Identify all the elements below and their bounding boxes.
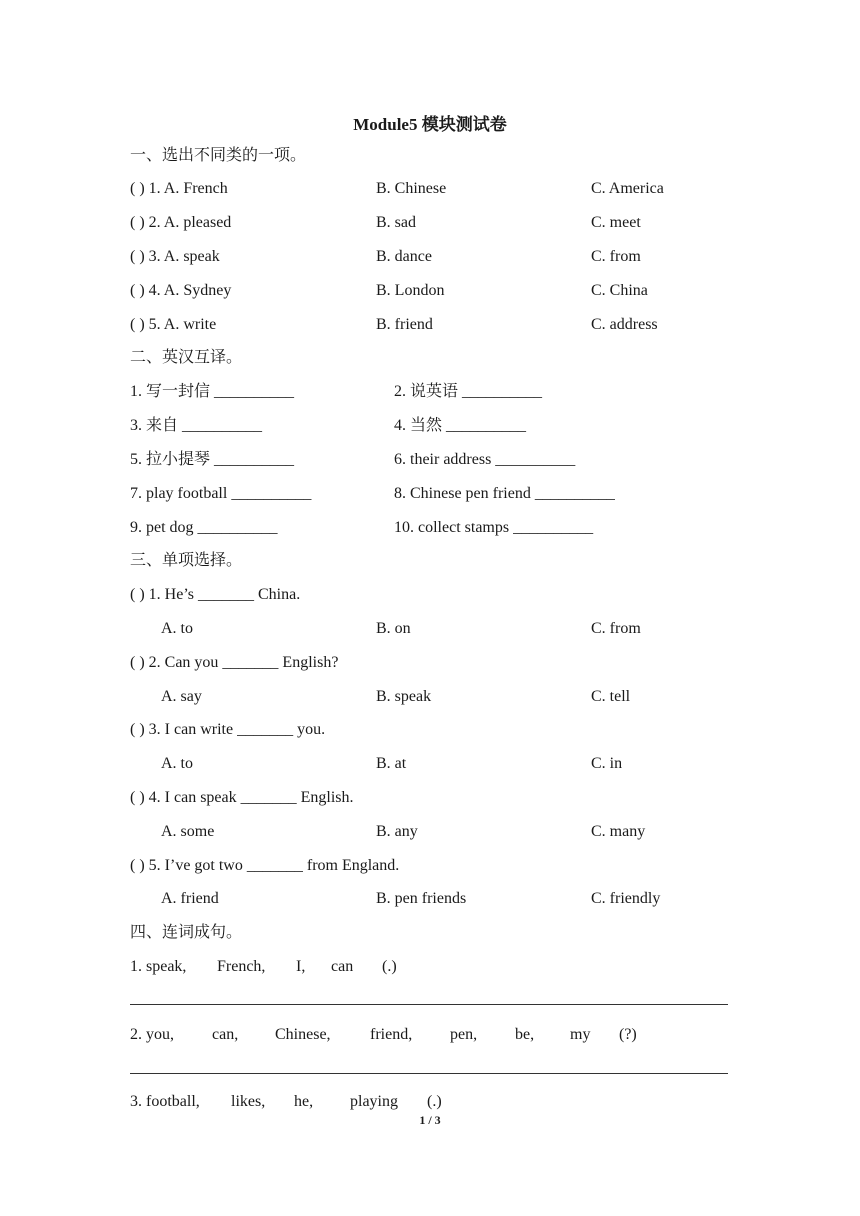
option-c: C. from [591, 620, 641, 637]
scrambled-word: 2. you, [130, 1026, 174, 1043]
scrambled-word: can, [212, 1026, 239, 1043]
section1-heading: 一、选出不同类的一项。 [130, 147, 307, 164]
mc-question: ( ) 1. He’s _______ China. [130, 586, 301, 603]
mc-question: ( ) 5. I’ve got two _______ from England. [130, 857, 400, 874]
scrambled-word: (.) [427, 1093, 442, 1110]
word-order-item [130, 1024, 730, 1046]
scrambled-word: can [331, 958, 354, 975]
scrambled-word: (?) [619, 1026, 637, 1043]
option-b: B. dance [376, 248, 432, 265]
answer-line [130, 1004, 728, 1005]
translate-item: 6. their address __________ [394, 451, 576, 468]
word-order-item [130, 956, 730, 978]
scrambled-word: friend, [370, 1026, 413, 1043]
mc-question: ( ) 4. I can speak _______ English. [130, 789, 354, 806]
translate-item: 10. collect stamps __________ [394, 519, 594, 536]
option-b: B. Chinese [376, 180, 447, 197]
option-c: C. address [591, 316, 658, 333]
section2-heading: 二、英汉互译。 [130, 349, 243, 366]
answer-line [130, 1073, 728, 1074]
translate-item: 3. 来自 __________ [130, 417, 263, 434]
option-b: B. speak [376, 688, 432, 705]
option-c: C. from [591, 248, 641, 265]
translate-item: 9. pet dog __________ [130, 519, 278, 536]
scrambled-word: I, [296, 958, 306, 975]
option-b: B. at [376, 755, 407, 772]
mc-question: ( ) 3. I can write _______ you. [130, 721, 326, 738]
section4-heading: 四、连词成句。 [130, 924, 243, 941]
scrambled-word: he, [294, 1093, 314, 1110]
question-stem: ( ) 5. A. write [130, 316, 217, 333]
option-c: C. tell [591, 688, 631, 705]
scrambled-word: (.) [382, 958, 397, 975]
translate-item: 7. play football __________ [130, 485, 312, 502]
option-a: A. friend [161, 890, 219, 907]
translate-item: 4. 当然 __________ [394, 417, 527, 434]
option-a: A. to [161, 620, 193, 637]
scrambled-word: my [570, 1026, 591, 1043]
translate-item: 8. Chinese pen friend __________ [394, 485, 615, 502]
question-stem: ( ) 2. A. pleased [130, 214, 232, 231]
option-b: B. on [376, 620, 411, 637]
question-stem: ( ) 3. A. speak [130, 248, 220, 265]
option-c: C. in [591, 755, 623, 772]
option-c: C. friendly [591, 890, 661, 907]
option-a: A. to [161, 755, 193, 772]
page-number: 1 / 3 [419, 1113, 441, 1127]
mc-question: ( ) 2. Can you _______ English? [130, 654, 339, 671]
word-order-item [130, 1091, 730, 1113]
translate-item: 1. 写一封信 __________ [130, 383, 295, 400]
option-b: B. London [376, 282, 445, 299]
translate-item: 2. 说英语 __________ [394, 383, 543, 400]
scrambled-word: likes, [231, 1093, 266, 1110]
option-a: A. some [161, 823, 215, 840]
option-a: A. say [161, 688, 202, 705]
section3-heading: 三、单项选择。 [130, 552, 243, 569]
question-stem: ( ) 4. A. Sydney [130, 282, 232, 299]
page-title: Module5 模块测试卷 [353, 115, 507, 134]
option-c: C. China [591, 282, 648, 299]
option-c: C. America [591, 180, 664, 197]
option-b: B. friend [376, 316, 433, 333]
question-stem: ( ) 1. A. French [130, 180, 228, 197]
scrambled-word: be, [515, 1026, 535, 1043]
option-b: B. pen friends [376, 890, 467, 907]
option-c: C. meet [591, 214, 641, 231]
translate-item: 5. 拉小提琴 __________ [130, 451, 295, 468]
option-b: B. sad [376, 214, 416, 231]
scrambled-word: French, [217, 958, 266, 975]
option-c: C. many [591, 823, 646, 840]
scrambled-word: 3. football, [130, 1093, 200, 1110]
scrambled-word: pen, [450, 1026, 478, 1043]
scrambled-word: 1. speak, [130, 958, 187, 975]
scrambled-word: Chinese, [275, 1026, 331, 1043]
scrambled-word: playing [350, 1093, 398, 1110]
option-b: B. any [376, 823, 418, 840]
